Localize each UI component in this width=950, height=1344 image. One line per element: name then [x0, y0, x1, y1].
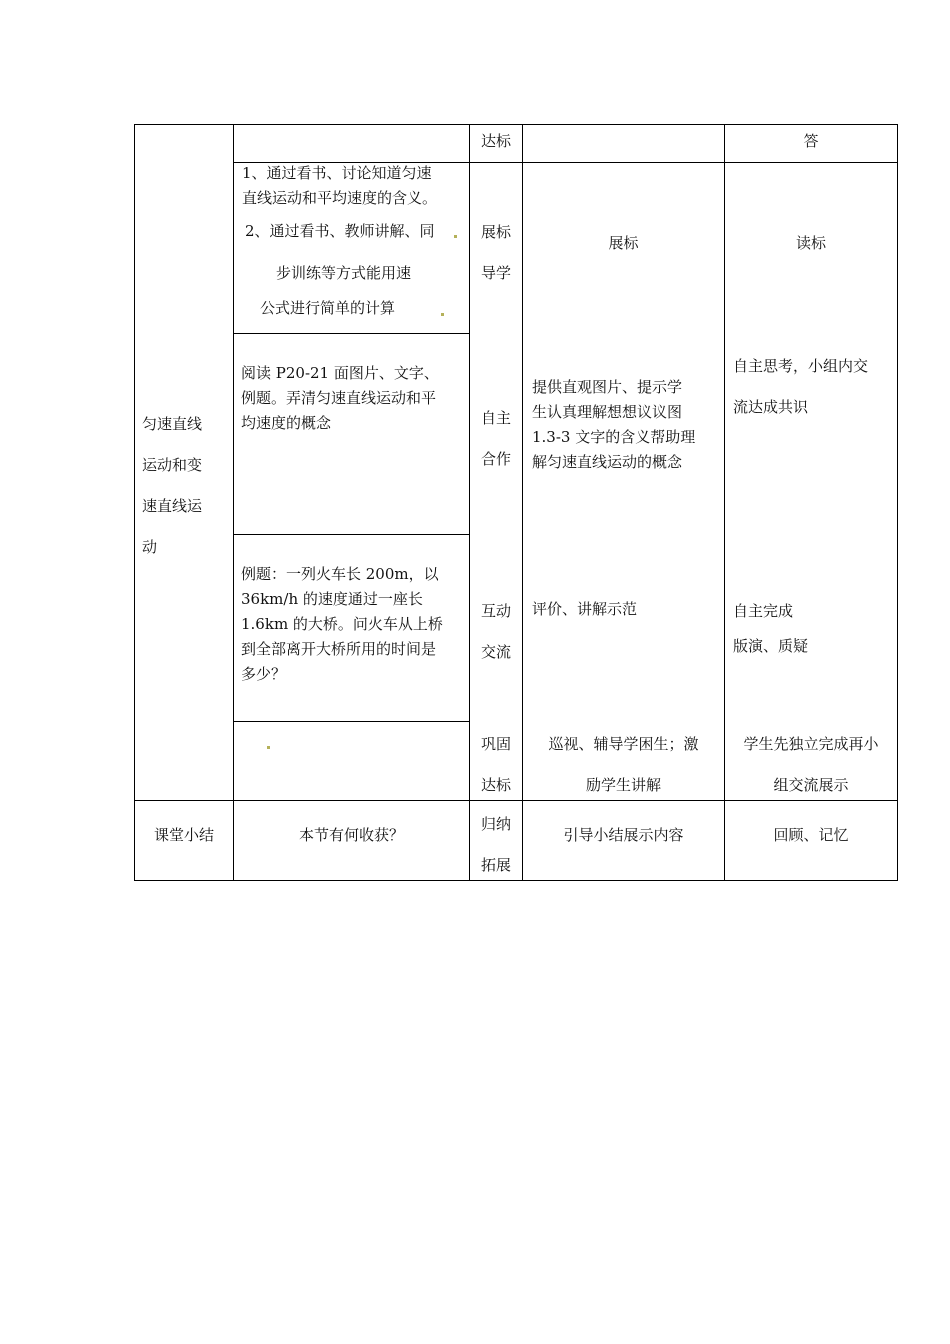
scan-dot — [454, 235, 457, 238]
self-study-line: 阅读 P20-21 面图片、文字、 — [241, 364, 439, 382]
goals-student-cell — [725, 233, 897, 253]
self-study-student-cell — [733, 346, 895, 428]
consolidate-teacher-line: 励学生讲解 — [585, 776, 661, 794]
self-study-teacher-cell — [532, 375, 722, 475]
example-teacher-cell — [532, 599, 722, 619]
stage-line: 交流 — [480, 643, 511, 661]
example-content-cell — [241, 562, 467, 687]
example-line: 36km/h 的速度通过一座长 — [241, 590, 423, 608]
table-line — [233, 534, 469, 535]
goals-student-text: 读标 — [795, 234, 826, 252]
consolidate-teacher-cell — [523, 724, 724, 806]
header-stage-cell — [470, 131, 522, 151]
table-line — [134, 124, 135, 881]
goals-line-3: 2、通过看书、教师讲解、同 — [245, 222, 435, 240]
summary-student-text: 回顾、记忆 — [773, 826, 849, 844]
summary-label-cell — [135, 825, 233, 845]
example-stage-cell — [476, 591, 516, 673]
consolidate-student-line: 组交流展示 — [773, 776, 849, 794]
topic-cell — [142, 404, 230, 568]
consolidate-teacher-line: 巡视、辅导学困生；激 — [548, 735, 699, 753]
stage-line: 自主 — [480, 409, 511, 427]
example-student-cell — [733, 594, 895, 664]
self-study-teacher-line: 提供直观图片、提示学 — [532, 378, 683, 396]
self-study-student-line: 流达成共识 — [733, 398, 809, 416]
topic-line: 匀速直线 — [142, 415, 203, 433]
table-line — [233, 333, 469, 334]
header-student-text: 答 — [803, 132, 819, 150]
stage-line: 展标 — [480, 223, 511, 241]
stage-line: 巩固 — [480, 735, 511, 753]
goals-line-2: 直线运动和平均速度的含义。 — [242, 189, 438, 207]
stage-line: 合作 — [480, 450, 511, 468]
header-stage-text: 达标 — [480, 132, 511, 150]
example-student-line: 自主完成 — [733, 602, 794, 620]
scan-dot — [267, 746, 270, 749]
summary-stage-cell — [476, 804, 516, 886]
summary-content-text: 本节有何收获？ — [298, 826, 404, 844]
stage-line: 互动 — [480, 602, 511, 620]
self-study-student-line: 自主思考，小组内交 — [733, 357, 869, 375]
consolidate-student-cell — [725, 724, 897, 806]
summary-content-cell — [234, 825, 469, 845]
goals-line-1: 1、通过看书、讨论知道匀速 — [242, 164, 432, 182]
goals-teacher-cell — [523, 233, 724, 253]
summary-student-cell — [725, 825, 897, 845]
topic-line: 速直线运 — [142, 497, 203, 515]
example-line: 1.6km 的大桥。问火车从上桥 — [241, 615, 443, 633]
example-student-line: 版演、质疑 — [733, 637, 809, 655]
topic-line: 动 — [142, 538, 158, 556]
header-student-cell — [725, 131, 897, 151]
table-line — [897, 124, 898, 881]
table-line — [233, 721, 469, 722]
stage-line: 达标 — [480, 776, 511, 794]
goals-teacher-text: 展标 — [608, 234, 639, 252]
consolidate-student-line: 学生先独立完成再小 — [743, 735, 879, 753]
self-study-teacher-line: 生认真理解想想议议图 — [532, 403, 683, 421]
self-study-teacher-line: 解匀速直线运动的概念 — [532, 453, 683, 471]
scan-dot — [441, 313, 444, 316]
goals-line-5: 公式进行简单的计算 — [260, 299, 396, 317]
self-study-teacher-line: 1.3-3 文字的含义帮助理 — [532, 428, 696, 446]
table-line — [134, 880, 898, 881]
stage-line: 导学 — [480, 264, 511, 282]
summary-teacher-text: 引导小结展示内容 — [563, 826, 684, 844]
self-study-line: 例题。弄清匀速直线运动和平 — [241, 389, 437, 407]
goals-stage-cell — [476, 212, 516, 294]
table-line — [134, 124, 898, 125]
example-line: 到全部离开大桥所用的时间是 — [241, 640, 437, 658]
self-study-stage-cell — [476, 398, 516, 480]
summary-teacher-cell — [523, 825, 724, 845]
goals-line-4: 步训练等方式能用速 — [276, 264, 412, 282]
consolidate-stage-cell — [476, 724, 516, 806]
self-study-line: 均速度的概念 — [241, 414, 332, 432]
table-line — [469, 124, 470, 881]
example-teacher-text: 评价、讲解示范 — [532, 600, 638, 618]
stage-line: 归纳 — [480, 815, 511, 833]
summary-label-text: 课堂小结 — [153, 826, 214, 844]
topic-line: 运动和变 — [142, 456, 203, 474]
stage-line: 拓展 — [480, 856, 511, 874]
self-study-content-cell — [241, 361, 467, 436]
table-line — [233, 124, 234, 881]
example-line: 多少？ — [241, 665, 287, 683]
example-line: 例题：一列火车长 200m，以 — [241, 565, 439, 583]
